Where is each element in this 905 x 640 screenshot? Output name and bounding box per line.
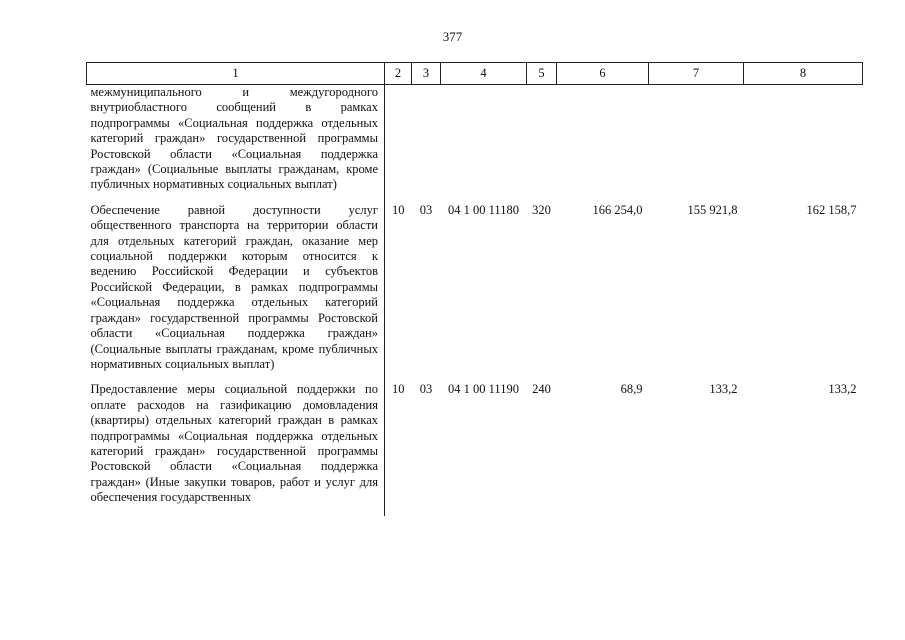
row-amount-year2: 155 921,8: [687, 202, 738, 217]
table-row: [87, 85, 863, 203]
row-target-article: 04 1 00 11180: [448, 202, 519, 217]
row-section: 10: [385, 203, 412, 382]
row-amount-year2: [649, 85, 744, 203]
row-description: Обеспечение равной доступности услуг общественного транспорта на территории области для отдельных категорий граждан, оказание мер социальной поддержки которым относится к ведению Российской Федерации и субъектов Российской Федерации, в рамках подпрограммы «Социальная поддержка отдельных категорий граждан» государственной программы Ростовской области «Социальная поддержка граждан» (Социальные выплаты гражданам, кроме публичных нормативных социальных выплат): [90, 202, 378, 371]
row-amount-year1: 166 254,0: [592, 202, 643, 217]
row-expense-type: [527, 85, 557, 203]
column-header-5: 5: [527, 63, 557, 85]
row-description: Предоставление меры социальной поддержки по оплате расходов на газификацию домовладения (квартиры) отдельных категорий граждан в рамках подпрограммы «Социальная поддержка отдельных категорий граждан» государственной программы Ростовской области «Социальная поддержка граждан» (Иные закупки товаров, работ и услуг для обеспечения государственных: [90, 382, 378, 505]
budget-table: [86, 62, 863, 516]
column-header-3: 3: [412, 63, 441, 85]
row-expense-type: 320: [532, 202, 551, 217]
column-header-8: 8: [744, 63, 863, 85]
row-expense-type: 240: [532, 382, 551, 397]
column-header-7: 7: [649, 63, 744, 85]
row-section: [385, 85, 412, 203]
column-number-row: [87, 63, 863, 85]
column-header-1: 1: [87, 63, 385, 85]
row-amount-year2: 133,2: [709, 382, 738, 397]
row-target-article: [441, 85, 527, 203]
row-section: 10: [385, 382, 412, 515]
table-row: [87, 203, 863, 382]
row-amount-year1: [557, 85, 649, 203]
column-header-6: 6: [557, 63, 649, 85]
table-row: [87, 382, 863, 515]
row-amount-year3: 162 158,7: [806, 202, 857, 217]
row-subsection: [412, 85, 441, 203]
row-target-article: 04 1 00 11190: [448, 382, 519, 397]
row-subsection: 03: [419, 202, 433, 217]
row-amount-year3: 133,2: [828, 382, 857, 397]
column-header-2: 2: [385, 63, 412, 85]
column-header-4: 4: [441, 63, 527, 85]
row-description: межмуниципального и междугородного внутриобластного сообщений в рамках подпрограммы «Социальная поддержка отдельных категорий граждан» государственной программы Ростовской области «Социальная поддержка граждан» (Социальные выплаты гражданам, кроме публичных нормативных социальных выплат): [90, 85, 378, 192]
row-amount-year3: [744, 85, 863, 203]
page-number: 377: [442, 29, 463, 44]
row-subsection: 03: [419, 382, 433, 397]
row-amount-year1: 68,9: [620, 382, 643, 397]
